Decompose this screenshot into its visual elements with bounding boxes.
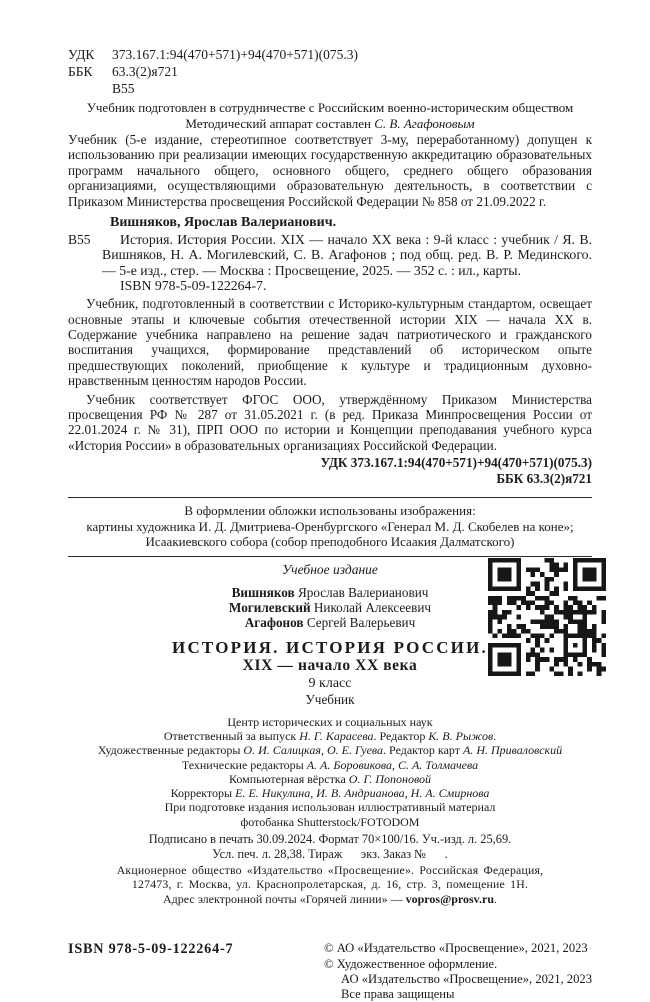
classification-code-line (68, 80, 592, 97)
catalog-entry: История. История России. XIX — начало XX века : 9-й класс : учебник / Я. В. Вишняков, Н. А. Могилевский, С. В. Агафонов ; под общ. ред. В. Р. Мединского. — 5-е изд., стер. — Москва : Просвещение, 2025. — 352 с. : ил., карты. (102, 232, 592, 278)
cover-credits (68, 503, 592, 550)
credits-line: фотобанка Shutterstock/FOTODOM (240, 814, 420, 829)
bbk-right: ББК 63.3(2)я721 (496, 470, 592, 486)
imprint-line-2: Усл. печ. л. 28,38. Тираж экз. Заказ № . (212, 847, 448, 862)
copyright-line-3: АО «Издательство «Просвещение», 2021, 2023 (340, 971, 592, 986)
bbk-value: 63.3(2)я721 (112, 64, 178, 79)
credits-line: При подготовке издания использован иллюстративный материал (164, 800, 496, 815)
credits-line: Компьютерная вёрстка О. Г. Попоновой (228, 771, 432, 786)
author-name-line: Могилевский Николай Алексеевич (228, 600, 432, 616)
edition-block (68, 562, 592, 708)
copyright-line-2: © Художественное оформление. (323, 956, 498, 971)
udk-line (68, 46, 592, 63)
classification-code: В55 (112, 81, 135, 96)
author-name-line: Вишняков Ярослав Валерианович (231, 585, 429, 601)
bbk-label: ББК (68, 64, 93, 79)
admission-paragraph: Учебник (5-е издание, стереотипное соответствует 3-му, переработанному) допущен к использованию при реализации имеющих государственную аккредитацию образовательных программ начального общего, основного общего, среднего общего образования организациями, осуществляющими образовательную деятельность, в соответствии с Приказом Министерства просвещения Российской Федерации № 858 от 21.09.2022 г. (68, 132, 592, 209)
book-kind: Учебник (305, 691, 355, 707)
edition-type: Учебное издание (282, 562, 378, 578)
credits-line: Технические редакторы А. А. Боровикова, С. А. Толмачева (181, 757, 479, 772)
qr-code (488, 558, 606, 676)
bbk-line (68, 63, 592, 80)
credits-line: Корректоры Е. Е. Никулина, И. В. Андрианова, Н. А. Смирнова (170, 786, 490, 801)
book-title-line-2: XIX — начало XX века (242, 656, 418, 674)
credits-line: Ответственный за выпуск Н. Г. Карасева. Редактор К. В. Рыжов. (163, 728, 497, 743)
annotation-paragraph-2: Учебник соответствует ФГОС ООО, утверждённому Приказом Министерства просвещения РФ № 287 от 31.05.2021 г. (в ред. Приказа Минпросвещения России от 22.01.2024 г. № 31), ПРП ООО по истории и Концепции преподавания учебного курса «История России» в образовательных организациях Российской Федерации. (68, 391, 592, 453)
isbn-note: ISBN 978-5-09-122264-7. (120, 277, 267, 293)
udk-label: УДК (68, 47, 95, 62)
grade-line: 9 класс (308, 675, 352, 691)
credits-block (68, 715, 592, 829)
imprint-line-1: Подписано в печать 30.09.2024. Формат 70×100/16. Уч.-изд. л. 25,69. (148, 832, 512, 847)
methodology-note: Методический аппарат составлен С. В. Агафоновым (185, 115, 475, 131)
book-title-line-1: ИСТОРИЯ. ИСТОРИЯ РОССИИ. (172, 637, 488, 657)
horizontal-rule-bottom (68, 556, 592, 557)
bottom-row (68, 941, 592, 1002)
cover-credits-line-1: В оформлении обложки использованы изображения: (184, 503, 476, 519)
horizontal-rule-top (68, 497, 592, 498)
credits-line: Художественные редакторы О. И. Салицкая, О. Е. Гуева. Редактор карт А. Н. Приваловский (97, 743, 563, 758)
author-name-line: Агафонов Сергей Валерьевич (244, 615, 416, 631)
credits-line: Центр исторических и социальных наук (227, 714, 433, 729)
copyright-block (324, 941, 592, 1002)
author-heading: Вишняков, Ярослав Валерианович. (110, 215, 337, 231)
catalog-code: В55 (68, 232, 91, 248)
catalog-card (68, 232, 592, 293)
hotline-email-line: Адрес электронной почты «Горячей линии» — vopros@prosv.ru. (162, 892, 498, 907)
isbn-bottom: ISBN 978-5-09-122264-7 (68, 941, 234, 958)
copyright-line-1: © АО «Издательство «Просвещение», 2021, 2023 (323, 941, 588, 956)
cover-credits-line-2: картины художника И. Д. Дмитриева-Оренбургского «Генерал М. Д. Скобелев на коне»; (86, 518, 574, 534)
annotation-paragraph-1: Учебник, подготовленный в соответствии с Историко-культурным стандартом, освещает основные этапы и ключевые события отечественной истории XIX — начала XX в. Содержание учебника направлено на решение задач патриотического и гражданского воспитания учащихся, формирование представлений об историческом опыте предшествующих поколений, приобщение к культуре и традиционным духовно-нравственным ценностям народов России. (68, 296, 592, 389)
publisher-address-line-1: Акционерное общество «Издательство «Просвещение». Российская Федерация, (116, 863, 544, 878)
imprint-block (68, 832, 592, 862)
udk-value: 373.167.1:94(470+571)+94(470+571)(075.3) (112, 47, 358, 62)
udk-right: УДК 373.167.1:94(470+571)+94(470+571)(075.3) (320, 455, 592, 471)
cover-credits-line-3: Исаакиевского собора (собор преподобного Исаакия Далматского) (145, 534, 515, 550)
publisher-address (68, 863, 592, 891)
copyright-line-4: Все права защищены (340, 987, 455, 1002)
publisher-address-line-2: 127473, г. Москва, ул. Краснопролетарская, д. 16, стр. 3, помещение 1Н. (131, 877, 529, 892)
cooperation-note: Учебник подготовлен в сотрудничестве с Российским военно-историческим обществом (86, 100, 574, 115)
